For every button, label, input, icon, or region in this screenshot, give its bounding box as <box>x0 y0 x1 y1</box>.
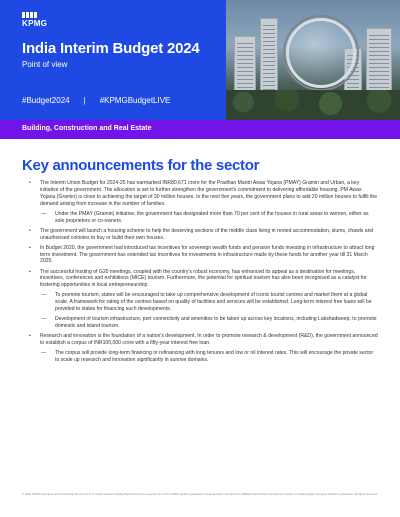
bullet-icon: • <box>29 268 31 275</box>
sub-item-text: Development of tourism infrastructure, port connectivity and amenities to be taken up across key locations, including Lakshadweep, to promote domestic and island tourism. <box>55 315 377 329</box>
bullet-text: The Interim Union Budget for 2024-25 has earmarked INR80,671 crore for the Pradhan Mantri Awas Yojana (PMAY) Gramin and Urban, a key initiative of the government. The allocation is set to further strengthen the government's commitment to delivering affordable housing. PM Awas Yojana (Gramin) is close to achieving the target of 30 million houses. In the next five years, the government plans to add 20 million houses to fulfill the demand arising from increase in the number of families. <box>40 180 378 207</box>
hashtag-budget2024: #Budget2024 <box>22 96 70 105</box>
kpmg-logo-text: KPMG <box>22 19 48 28</box>
header-banner <box>0 0 400 120</box>
hashtag-row <box>22 96 170 105</box>
announcements-content <box>28 180 378 367</box>
hashtag-kpmgbudgetlive: #KPMGBudgetLIVE <box>99 96 171 105</box>
bullet-text: The government will launch a housing scheme to help the deserving sections of the middle class living in rented accommodation, slums, chawls and unauthorised colonies to buy or build their own houses. <box>40 227 374 241</box>
kpmg-logo-mark <box>22 12 38 18</box>
sub-item <box>41 211 378 225</box>
sub-item <box>41 292 378 313</box>
dash-icon: — <box>41 210 47 217</box>
trees-image <box>226 90 400 120</box>
dash-icon: — <box>41 349 47 356</box>
building-image <box>234 36 256 98</box>
dash-icon: — <box>41 292 47 299</box>
bullet-text: The successful hosting of G20 meetings, coupled with the country's robust economy, has enhanced its appeal as a destination for meetings, incentives, conferences and exhibitions (MICE) tourism. Furthermore, the potential for spiritual tourism has also been recognised as a catalyst for fostering opportunities in local entrepreneurship. <box>40 268 367 289</box>
cover-photo-magnifier-buildings <box>226 0 400 120</box>
list-item <box>28 228 378 242</box>
hashtag-separator: | <box>83 96 86 105</box>
section-heading: Key announcements for the sector <box>22 157 260 174</box>
list-item <box>28 269 378 330</box>
list-item <box>28 333 378 364</box>
bullet-text: In Budget 2020, the government had introduced tax incentives for sovereign wealth funds and pension funds investing in infrastructure to attract long term investment. The government has extended tax incentives for investments in infrastructure made by these funds for another year till 31 March 2025. <box>40 244 375 265</box>
dash-icon: — <box>41 315 47 322</box>
magnifier-lens <box>286 18 356 88</box>
building-image <box>366 28 392 98</box>
sector-title: Building, Construction and Real Estate <box>22 125 152 132</box>
bullet-icon: • <box>29 227 31 234</box>
bullet-icon: • <box>29 180 31 186</box>
bullet-text: Research and innovation is the foundation of a nation's development. In order to promote research & development (R&D), the government announced to establish a corpus of INR100,000 crore with a fifty-year interest free loan. <box>40 332 378 346</box>
kpmg-logo <box>22 12 47 28</box>
announcements-list <box>28 180 378 364</box>
bullet-icon: • <box>29 332 31 339</box>
sub-item-text: To promote tourism, states will be encouraged to take up comprehensive development of iconic tourist centres and market them at a global scale. A framework for rating of the centres based on quality of facilities and services will be established. Long-term interest free loans will be provided to states for financing such developments. <box>55 292 372 313</box>
sub-item-text: Under the PMAY (Gramin) initiative, the government has designated more than 70 per cent of the houses in rural areas to women, either as sole proprietors or co-owners. <box>55 210 369 224</box>
building-image <box>260 18 278 98</box>
page-title: India Interim Budget 2024 <box>22 40 200 57</box>
page-subtitle: Point of view <box>22 60 68 69</box>
footer-disclaimer: © 2024 KPMG Assurance and Consulting Services LLP, an Indian Limited Liability Partnership and a member firm of the KPMG global organization of independent member firms affiliated with KPMG International Limited, a private English company limited by guarantee. All rights reserved. <box>22 492 378 496</box>
sub-item-text: The corpus will provide long-term financing or refinancing with long tenures and low or nil interest rates. This will encourage the private sector to scale up research and innovation significantly in sunrise domains. <box>55 349 374 363</box>
list-item <box>28 245 378 266</box>
bullet-icon: • <box>29 244 31 251</box>
sub-item <box>41 316 378 330</box>
sector-band <box>0 120 400 139</box>
sub-item <box>41 350 378 364</box>
list-item <box>28 180 378 224</box>
